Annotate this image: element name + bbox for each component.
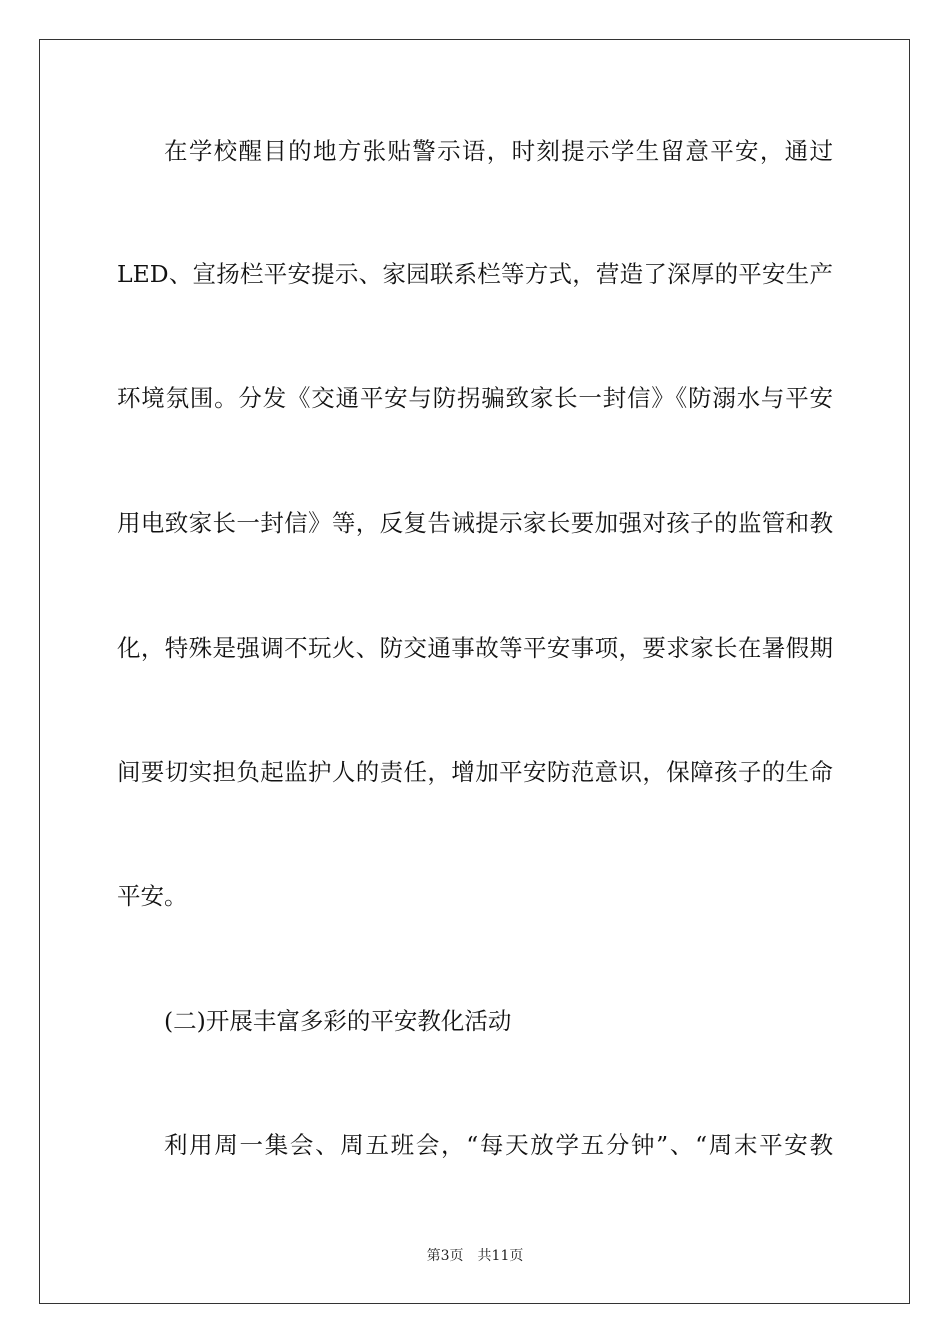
paragraph-line: 在学校醒目的地方张贴警示语，时刻提示学生留意平安，通过 [164, 137, 833, 165]
paragraph-line: 化，特殊是强调不玩火、防交通事故等平安事项，要求家长在暑假期 [117, 634, 833, 662]
paragraph-line: LED、宣扬栏平安提示、家园联系栏等方式，营造了深厚的平安生产 [117, 260, 833, 288]
page-border [39, 39, 910, 1304]
paragraph-line: 用电致家长一封信》等，反复告诫提示家长要加强对孩子的监管和教 [117, 509, 833, 537]
paragraph-line: 环境氛围。分发《交通平安与防拐骗致家长一封信》《防溺水与平安 [117, 384, 833, 412]
paragraph-line: 利用周一集会、周五班会，“每天放学五分钟”、“周末平安教 [164, 1131, 833, 1159]
page-footer [0, 1247, 950, 1265]
page-number: 第3页 [426, 1248, 464, 1264]
paragraph-line: 间要切实担负起监护人的责任，增加平安防范意识，保障孩子的生命 [117, 758, 833, 786]
page-total: 共11页 [477, 1248, 524, 1264]
section-heading: (二)开展丰富多彩的平安教化活动 [164, 1007, 512, 1035]
paragraph-line: 平安。 [117, 882, 188, 910]
